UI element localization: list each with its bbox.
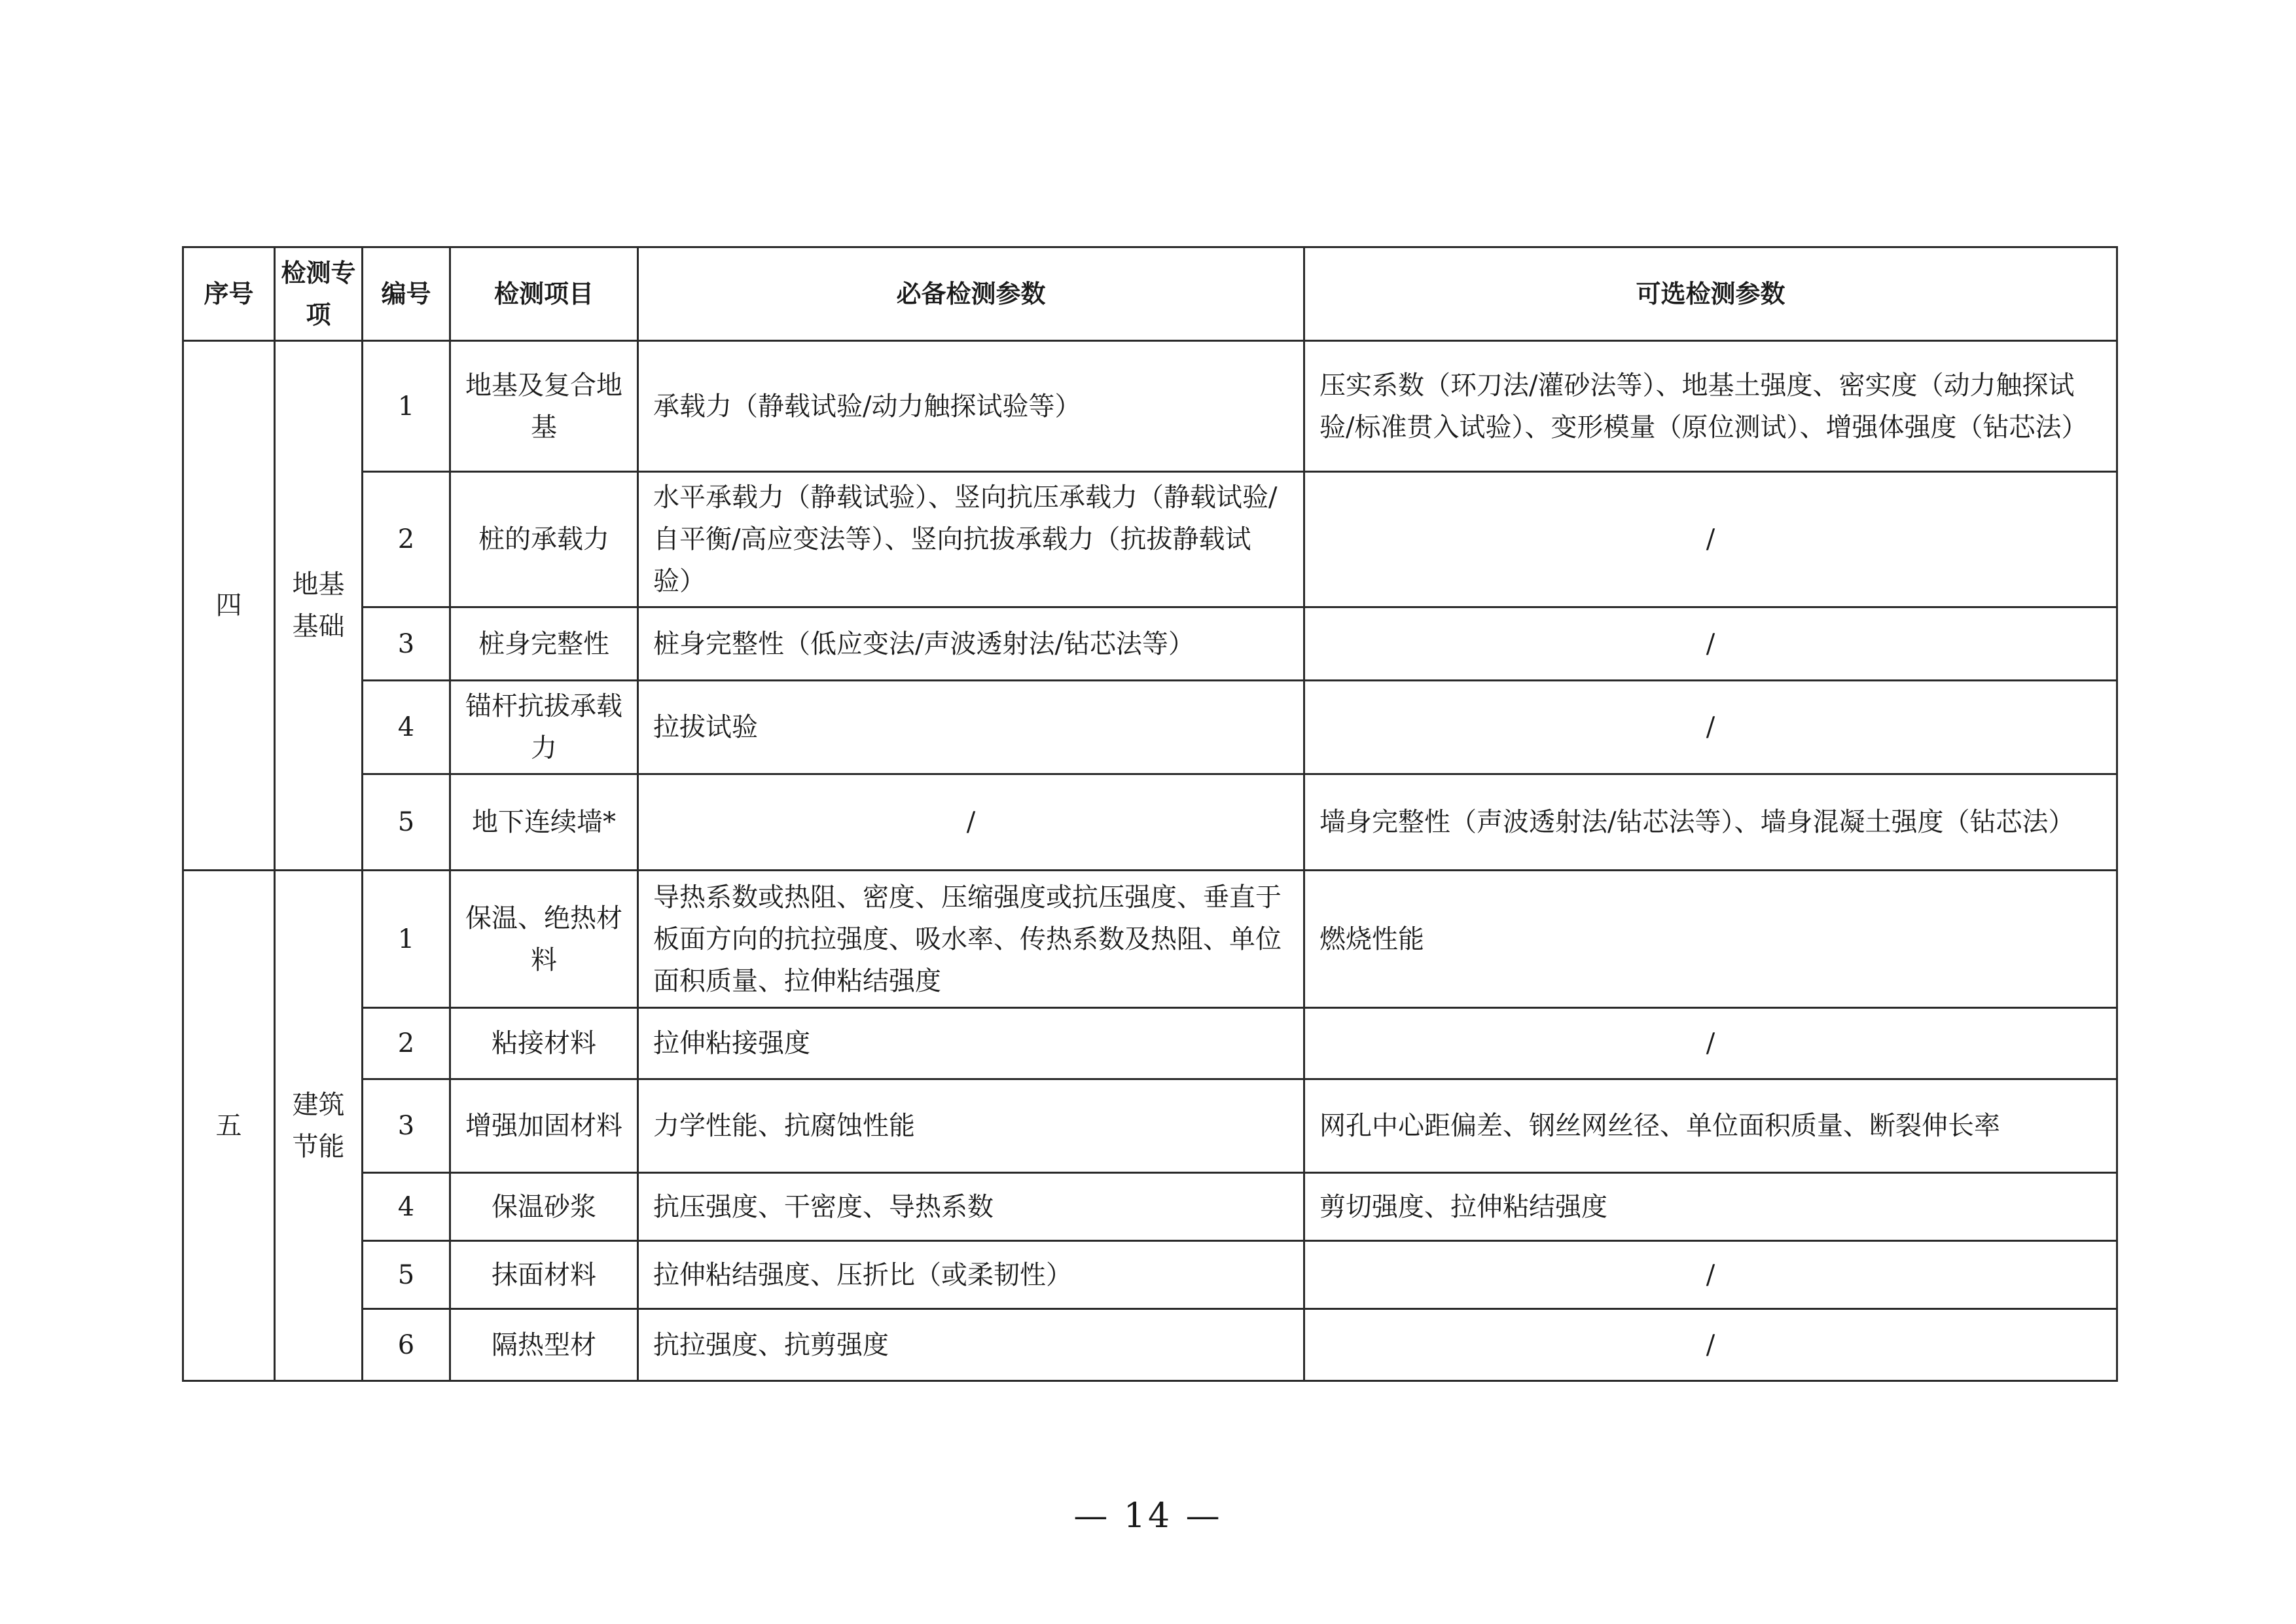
row-number: 2 — [363, 1008, 450, 1079]
row-number: 5 — [363, 774, 450, 871]
row-optional: / — [1304, 472, 2117, 607]
row-item: 地下连续墙* — [450, 774, 638, 871]
inspection-table — [182, 246, 2118, 1382]
row-required: 桩身完整性（低应变法/声波透射法/钻芯法等） — [638, 607, 1304, 681]
header-seq: 序号 — [183, 247, 275, 341]
row-item: 地基及复合地基 — [450, 341, 638, 472]
table-row — [183, 1241, 2117, 1309]
table-row — [183, 472, 2117, 607]
table-row — [183, 1309, 2117, 1381]
row-required: 抗压强度、干密度、导热系数 — [638, 1173, 1304, 1241]
table-row — [183, 1079, 2117, 1173]
table-row — [183, 1173, 2117, 1241]
header-item: 检测项目 — [450, 247, 638, 341]
row-optional: / — [1304, 1241, 2117, 1309]
table-row — [183, 341, 2117, 472]
row-item: 桩的承载力 — [450, 472, 638, 607]
row-optional: / — [1304, 1008, 2117, 1079]
row-required: 力学性能、抗腐蚀性能 — [638, 1079, 1304, 1173]
row-required: 水平承载力（静载试验）、竖向抗压承载力（静载试验/自平衡/高应变法等）、竖向抗拔承载力（抗拔静载试验） — [638, 472, 1304, 607]
row-required: 抗拉强度、抗剪强度 — [638, 1309, 1304, 1381]
row-optional: 网孔中心距偏差、钢丝网丝径、单位面积质量、断裂伸长率 — [1304, 1079, 2117, 1173]
group-seq: 五 — [183, 871, 275, 1381]
row-number: 4 — [363, 1173, 450, 1241]
table-row — [183, 607, 2117, 681]
table-row — [183, 871, 2117, 1008]
row-number: 3 — [363, 1079, 450, 1173]
row-required: 承载力（静载试验/动力触探试验等） — [638, 341, 1304, 472]
group-category: 建筑节能 — [275, 871, 363, 1381]
table-row — [183, 681, 2117, 774]
row-optional: 燃烧性能 — [1304, 871, 2117, 1008]
row-required: / — [638, 774, 1304, 871]
row-optional: 剪切强度、拉伸粘结强度 — [1304, 1173, 2117, 1241]
row-optional: / — [1304, 681, 2117, 774]
header-category: 检测专项 — [275, 247, 363, 341]
group-seq: 四 — [183, 341, 275, 871]
header-required-params: 必备检测参数 — [638, 247, 1304, 341]
row-required: 拉拔试验 — [638, 681, 1304, 774]
row-required: 拉伸粘结强度、压折比（或柔韧性） — [638, 1241, 1304, 1309]
row-optional: / — [1304, 607, 2117, 681]
row-number: 2 — [363, 472, 450, 607]
row-number: 1 — [363, 341, 450, 472]
row-number: 1 — [363, 871, 450, 1008]
header-number: 编号 — [363, 247, 450, 341]
row-number: 4 — [363, 681, 450, 774]
row-optional: 压实系数（环刀法/灌砂法等）、地基土强度、密实度（动力触探试验/标准贯入试验）、变形模量（原位测试）、增强体强度（钻芯法） — [1304, 341, 2117, 472]
header-row — [183, 247, 2117, 341]
row-optional: / — [1304, 1309, 2117, 1381]
table-row — [183, 774, 2117, 871]
row-item: 锚杆抗拔承载力 — [450, 681, 638, 774]
row-required: 导热系数或热阻、密度、压缩强度或抗压强度、垂直于板面方向的抗拉强度、吸水率、传热系数及热阻、单位面积质量、拉伸粘结强度 — [638, 871, 1304, 1008]
row-item: 粘接材料 — [450, 1008, 638, 1079]
row-number: 5 — [363, 1241, 450, 1309]
row-number: 3 — [363, 607, 450, 681]
table-row — [183, 1008, 2117, 1079]
row-number: 6 — [363, 1309, 450, 1381]
row-item: 桩身完整性 — [450, 607, 638, 681]
row-item: 增强加固材料 — [450, 1079, 638, 1173]
row-item: 保温砂浆 — [450, 1173, 638, 1241]
row-item: 隔热型材 — [450, 1309, 638, 1381]
page-number: — 14 — — [1073, 1496, 1223, 1536]
group-category: 地基基础 — [275, 341, 363, 871]
row-required: 拉伸粘接强度 — [638, 1008, 1304, 1079]
row-item: 抹面材料 — [450, 1241, 638, 1309]
row-optional: 墙身完整性（声波透射法/钻芯法等）、墙身混凝土强度（钻芯法） — [1304, 774, 2117, 871]
row-item: 保温、绝热材料 — [450, 871, 638, 1008]
header-optional-params: 可选检测参数 — [1304, 247, 2117, 341]
